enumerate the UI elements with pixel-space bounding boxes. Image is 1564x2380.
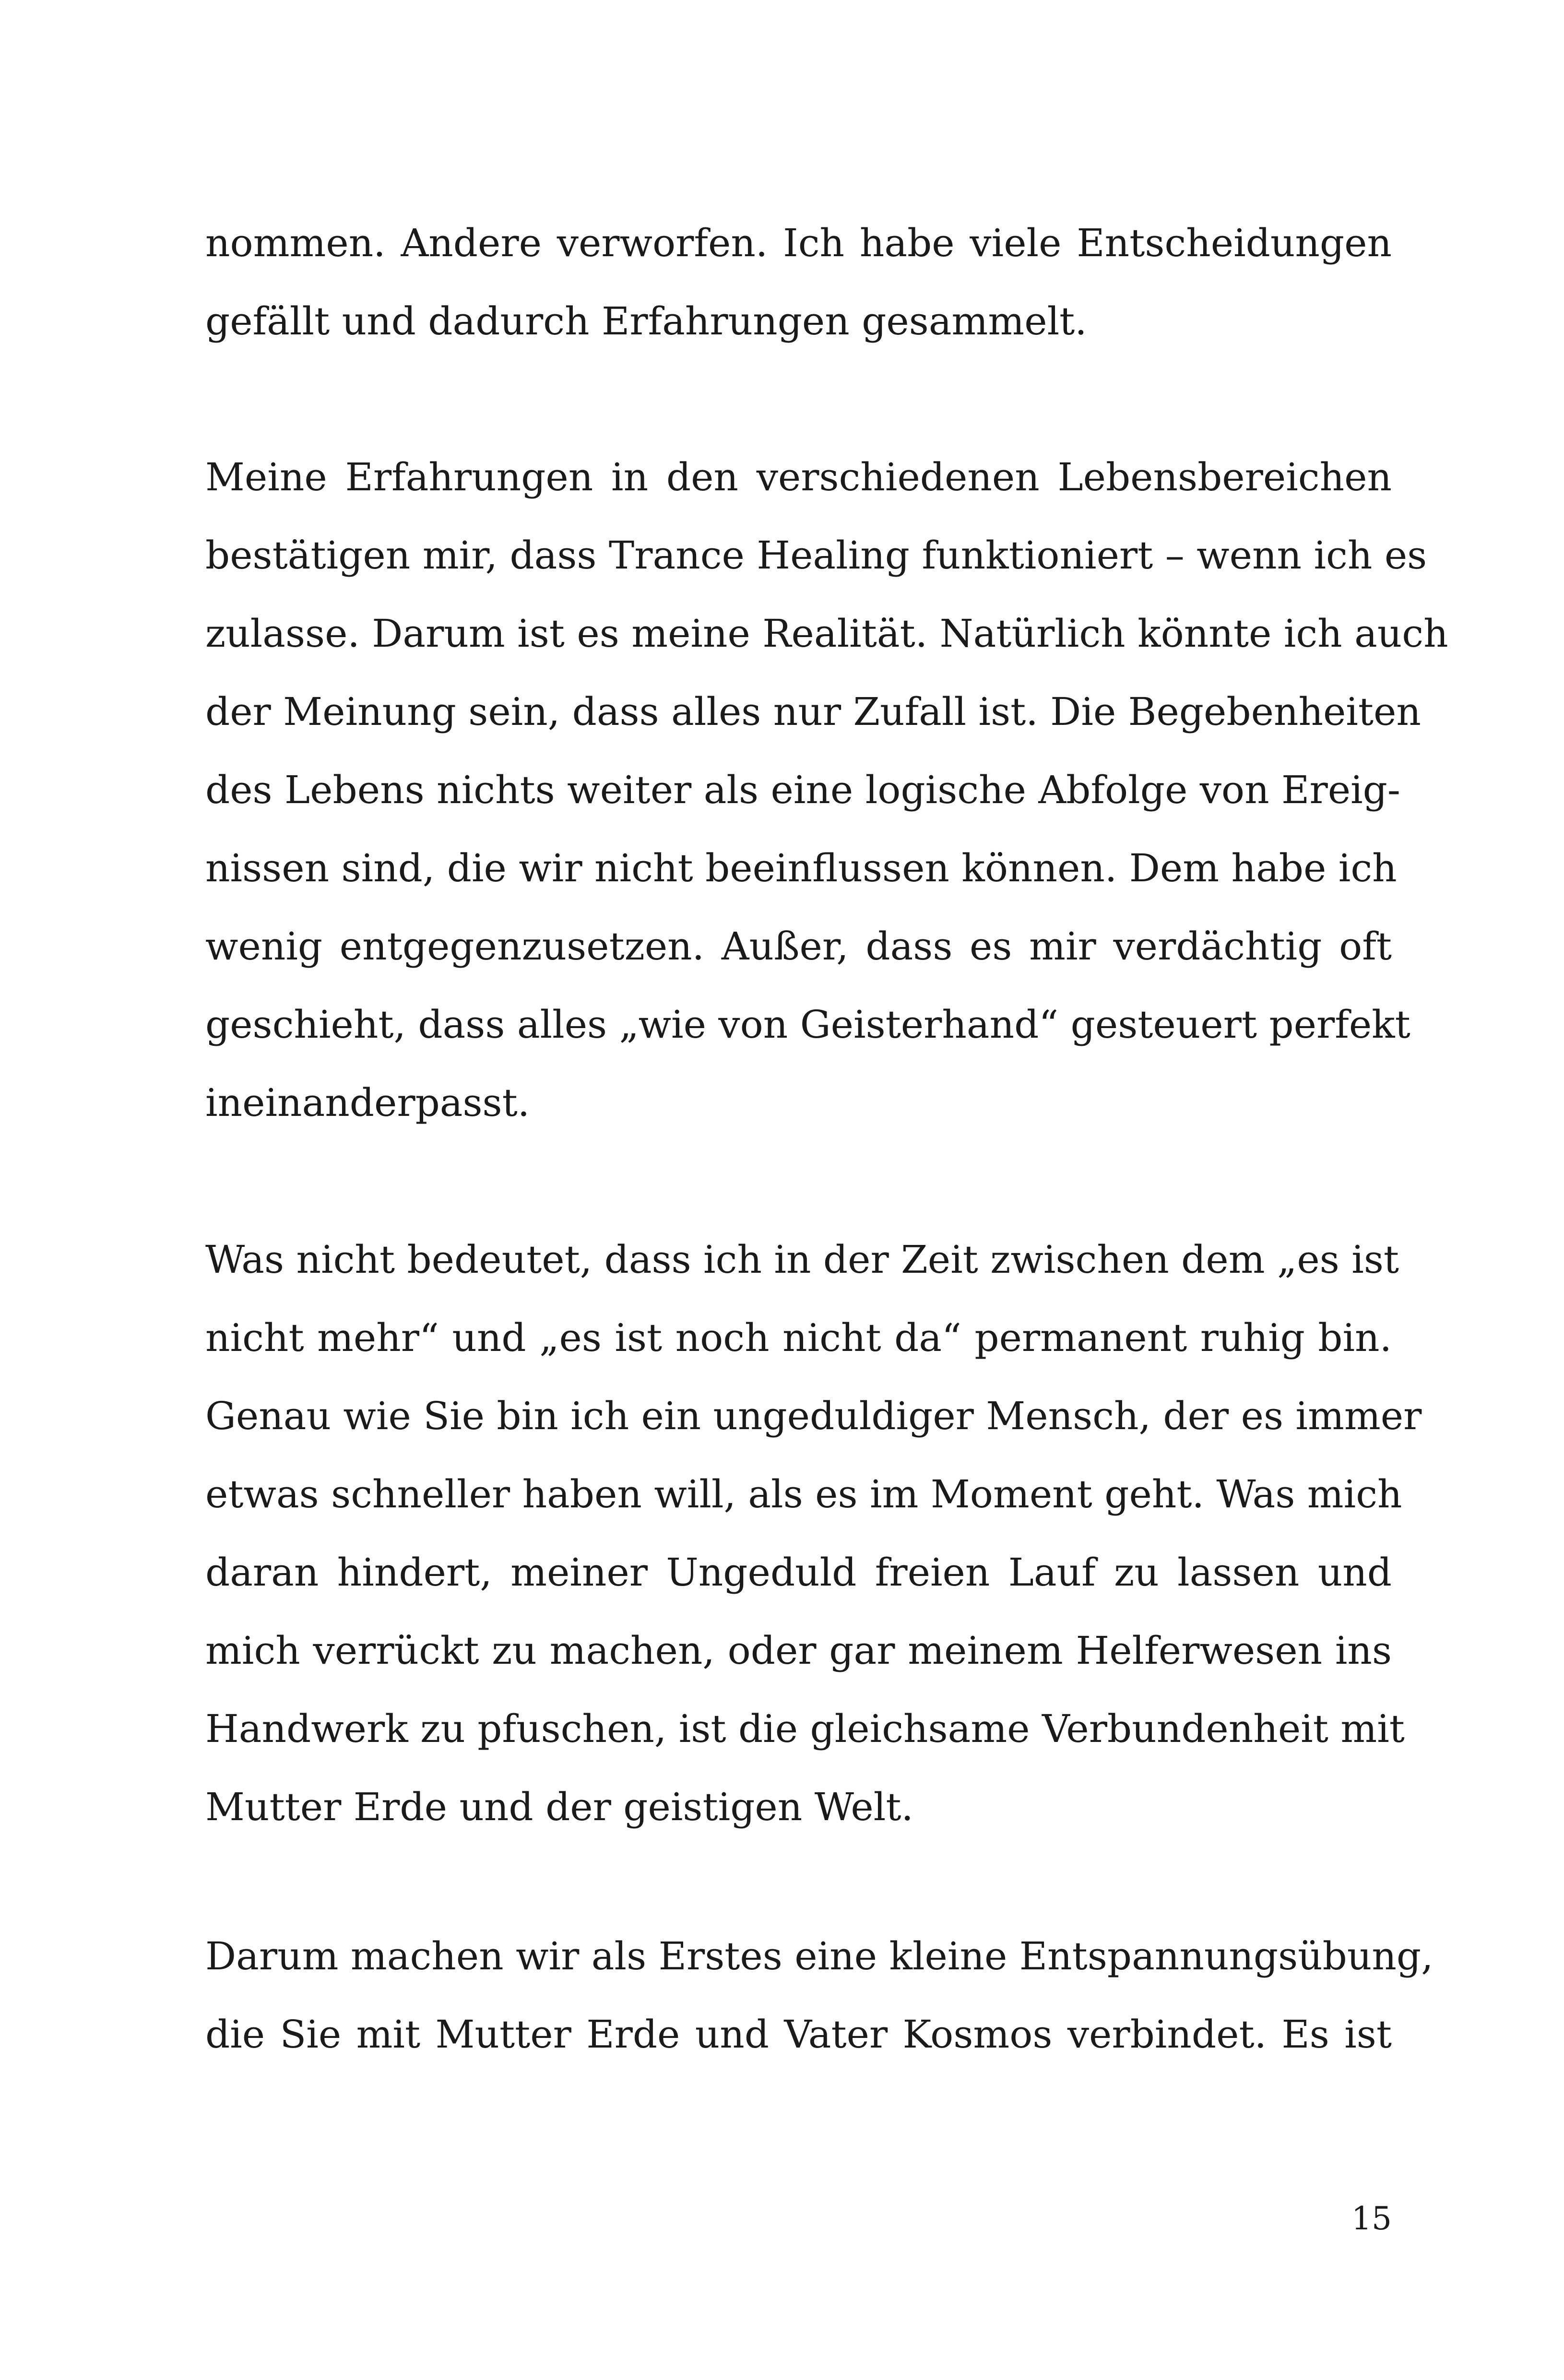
- text-line: der Meinung sein, dass alles nur Zufall ist. Die Begebenheiten: [205, 689, 1421, 734]
- text-line: daran hindert, meiner Ungeduld freien Lauf zu lassen und: [205, 1550, 1392, 1595]
- text-line: etwas schneller haben will, als es im Moment geht. Was mich: [205, 1472, 1402, 1516]
- text-line: gefällt und dadurch Erfahrungen gesammelt.: [205, 299, 1087, 343]
- text-line: Meine Erfahrungen in den verschiedenen Lebensbereichen: [205, 455, 1392, 499]
- text-line: die Sie mit Mutter Erde und Vater Kosmos verbindet. Es ist: [205, 2012, 1392, 2057]
- text-line: Genau wie Sie bin ich ein ungeduldiger Mensch, der es immer: [205, 1394, 1422, 1438]
- text-line: Mutter Erde und der geistigen Welt.: [205, 1785, 913, 1829]
- text-line: nicht mehr“ und „es ist noch nicht da“ permanent ruhig bin.: [205, 1315, 1392, 1360]
- text-line: bestätigen mir, dass Trance Healing funktioniert – wenn ich es: [205, 533, 1427, 578]
- page-number: 15: [1351, 2200, 1392, 2237]
- text-line: Handwerk zu pfuschen, ist die gleichsame Verbundenheit mit: [205, 1706, 1405, 1751]
- text-line: nissen sind, die wir nicht beeinflussen können. Dem habe ich: [205, 846, 1397, 890]
- paragraph-4: [205, 1917, 1434, 2073]
- text-line: ineinanderpasst.: [205, 1080, 530, 1125]
- text-line: des Lebens nichts weiter als eine logische Abfolge von Ereig-: [205, 768, 1400, 812]
- text-line: nommen. Andere verworfen. Ich habe viele Entscheidungen: [205, 221, 1392, 265]
- paragraph-2: [205, 438, 1448, 1142]
- text-line: Darum machen wir als Erstes eine kleine Entspannungsübung,: [205, 1934, 1434, 1978]
- paragraph-1: [205, 204, 1392, 360]
- text-line: geschieht, dass alles „wie von Geisterhand“ gesteuert perfekt: [205, 1002, 1410, 1047]
- text-line: Was nicht bedeutet, dass ich in der Zeit zwischen dem „es ist: [205, 1237, 1399, 1282]
- text-line: zulasse. Darum ist es meine Realität. Natürlich könnte ich auch: [205, 611, 1448, 656]
- text-line: wenig entgegenzusetzen. Außer, dass es mir verdächtig oft: [205, 924, 1392, 969]
- text-line: mich verrückt zu machen, oder gar meinem Helferwesen ins: [205, 1628, 1392, 1673]
- paragraph-3: [205, 1220, 1422, 1846]
